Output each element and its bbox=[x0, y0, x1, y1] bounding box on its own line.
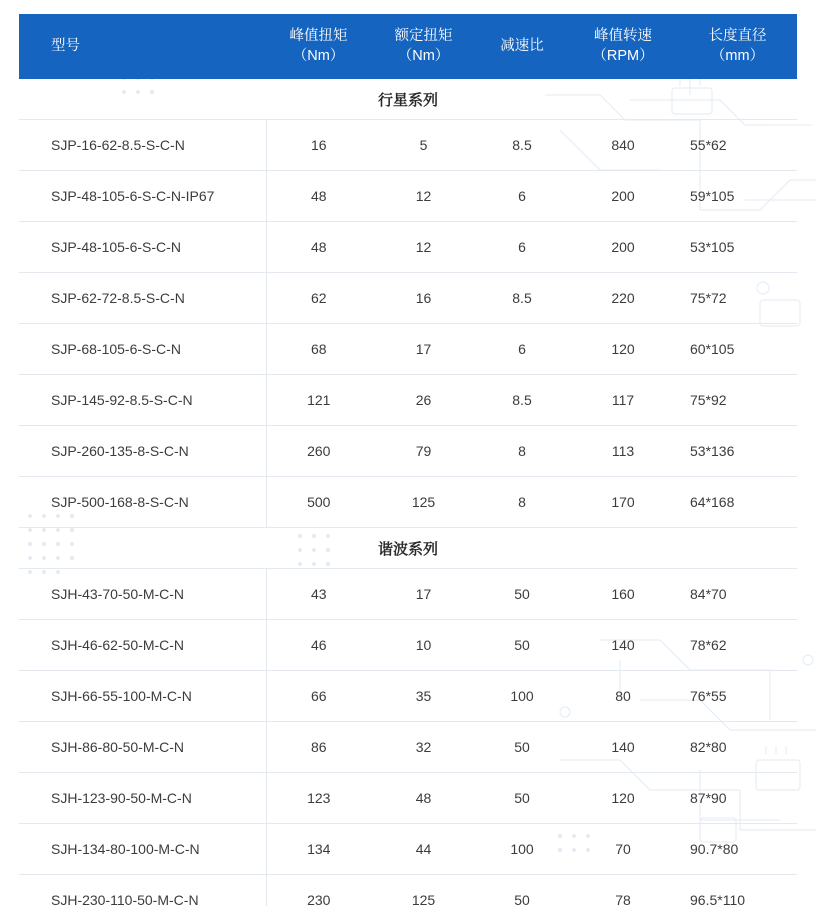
cell-peak-speed: 120 bbox=[568, 773, 678, 824]
cell-peak-torque: 62 bbox=[266, 273, 371, 324]
cell-reduction-ratio: 50 bbox=[476, 722, 568, 773]
cell-rated-torque: 12 bbox=[371, 171, 476, 222]
cell-peak-speed: 117 bbox=[568, 375, 678, 426]
cell-rated-torque: 17 bbox=[371, 569, 476, 620]
cell-model: SJP-68-105-6-S-C-N bbox=[19, 324, 266, 375]
cell-peak-speed: 160 bbox=[568, 569, 678, 620]
cell-rated-torque: 10 bbox=[371, 620, 476, 671]
cell-reduction-ratio: 50 bbox=[476, 620, 568, 671]
table-row bbox=[19, 171, 797, 222]
column-header-peak-speed bbox=[568, 14, 678, 79]
cell-length-diameter: 84*70 bbox=[678, 569, 797, 620]
cell-peak-torque: 123 bbox=[266, 773, 371, 824]
cell-peak-speed: 200 bbox=[568, 222, 678, 273]
cell-peak-speed: 140 bbox=[568, 620, 678, 671]
cell-reduction-ratio: 8 bbox=[476, 426, 568, 477]
cell-peak-torque: 43 bbox=[266, 569, 371, 620]
cell-rated-torque: 16 bbox=[371, 273, 476, 324]
cell-model: SJP-500-168-8-S-C-N bbox=[19, 477, 266, 528]
table-row bbox=[19, 671, 797, 722]
cell-reduction-ratio: 50 bbox=[476, 569, 568, 620]
cell-peak-torque: 68 bbox=[266, 324, 371, 375]
product-spec-table bbox=[19, 14, 797, 906]
cell-rated-torque: 125 bbox=[371, 477, 476, 528]
cell-peak-torque: 16 bbox=[266, 120, 371, 171]
column-header-model bbox=[19, 14, 266, 79]
cell-peak-speed: 70 bbox=[568, 824, 678, 875]
cell-peak-speed: 120 bbox=[568, 324, 678, 375]
cell-reduction-ratio: 50 bbox=[476, 773, 568, 824]
cell-rated-torque: 12 bbox=[371, 222, 476, 273]
column-header-rated-torque-line-2: （Nm） bbox=[397, 47, 450, 64]
cell-rated-torque: 125 bbox=[371, 875, 476, 906]
cell-peak-torque: 260 bbox=[266, 426, 371, 477]
cell-model: SJH-86-80-50-M-C-N bbox=[19, 722, 266, 773]
cell-length-diameter: 87*90 bbox=[678, 773, 797, 824]
cell-peak-torque: 48 bbox=[266, 222, 371, 273]
table-row bbox=[19, 375, 797, 426]
cell-peak-torque: 48 bbox=[266, 171, 371, 222]
cell-peak-torque: 500 bbox=[266, 477, 371, 528]
table-row bbox=[19, 426, 797, 477]
column-header-model-line-1: 型号 bbox=[51, 37, 80, 54]
table-row bbox=[19, 722, 797, 773]
cell-reduction-ratio: 6 bbox=[476, 171, 568, 222]
table-row bbox=[19, 620, 797, 671]
table-row bbox=[19, 569, 797, 620]
table-header bbox=[19, 14, 797, 79]
cell-reduction-ratio: 6 bbox=[476, 222, 568, 273]
table-row bbox=[19, 875, 797, 906]
cell-length-diameter: 60*105 bbox=[678, 324, 797, 375]
cell-model: SJH-66-55-100-M-C-N bbox=[19, 671, 266, 722]
cell-rated-torque: 44 bbox=[371, 824, 476, 875]
cell-peak-speed: 140 bbox=[568, 722, 678, 773]
cell-length-diameter: 75*92 bbox=[678, 375, 797, 426]
cell-length-diameter: 96.5*110 bbox=[678, 875, 797, 906]
cell-rated-torque: 26 bbox=[371, 375, 476, 426]
column-header-rated-torque-line-1: 额定扭矩 bbox=[394, 28, 453, 44]
cell-length-diameter: 90.7*80 bbox=[678, 824, 797, 875]
cell-rated-torque: 79 bbox=[371, 426, 476, 477]
header-row bbox=[19, 14, 797, 79]
column-header-peak-speed-line-1: 峰值转速 bbox=[594, 28, 652, 44]
cell-model: SJH-123-90-50-M-C-N bbox=[19, 773, 266, 824]
cell-peak-torque: 86 bbox=[266, 722, 371, 773]
cell-rated-torque: 5 bbox=[371, 120, 476, 171]
cell-length-diameter: 75*72 bbox=[678, 273, 797, 324]
cell-peak-speed: 170 bbox=[568, 477, 678, 528]
cell-rated-torque: 17 bbox=[371, 324, 476, 375]
column-header-length-diameter-line-2: （mm） bbox=[710, 47, 765, 64]
column-header-reduction-ratio bbox=[476, 14, 568, 79]
cell-model: SJH-43-70-50-M-C-N bbox=[19, 569, 266, 620]
cell-peak-torque: 66 bbox=[266, 671, 371, 722]
column-header-peak-speed-line-2: （RPM） bbox=[592, 47, 654, 64]
column-header-length-diameter bbox=[678, 14, 797, 79]
cell-reduction-ratio: 50 bbox=[476, 875, 568, 906]
cell-length-diameter: 64*168 bbox=[678, 477, 797, 528]
cell-peak-speed: 200 bbox=[568, 171, 678, 222]
cell-rated-torque: 48 bbox=[371, 773, 476, 824]
column-header-peak-torque bbox=[266, 14, 371, 79]
cell-reduction-ratio: 8.5 bbox=[476, 273, 568, 324]
table-row bbox=[19, 773, 797, 824]
cell-length-diameter: 55*62 bbox=[678, 120, 797, 171]
section-title: 谐波系列 bbox=[19, 528, 797, 569]
cell-reduction-ratio: 8.5 bbox=[476, 120, 568, 171]
cell-model: SJH-230-110-50-M-C-N bbox=[19, 875, 266, 906]
cell-peak-torque: 121 bbox=[266, 375, 371, 426]
cell-length-diameter: 53*136 bbox=[678, 426, 797, 477]
section-title: 行星系列 bbox=[19, 79, 797, 120]
cell-model: SJH-134-80-100-M-C-N bbox=[19, 824, 266, 875]
table-row bbox=[19, 324, 797, 375]
cell-model: SJP-16-62-8.5-S-C-N bbox=[19, 120, 266, 171]
cell-length-diameter: 53*105 bbox=[678, 222, 797, 273]
column-header-peak-torque-line-2: （Nm） bbox=[292, 47, 345, 64]
cell-model: SJP-48-105-6-S-C-N-IP67 bbox=[19, 171, 266, 222]
cell-reduction-ratio: 6 bbox=[476, 324, 568, 375]
section-header-row bbox=[19, 528, 797, 569]
cell-model: SJP-260-135-8-S-C-N bbox=[19, 426, 266, 477]
cell-peak-torque: 230 bbox=[266, 875, 371, 906]
cell-peak-speed: 220 bbox=[568, 273, 678, 324]
cell-reduction-ratio: 100 bbox=[476, 824, 568, 875]
table-row bbox=[19, 824, 797, 875]
cell-length-diameter: 76*55 bbox=[678, 671, 797, 722]
cell-model: SJH-46-62-50-M-C-N bbox=[19, 620, 266, 671]
cell-reduction-ratio: 8.5 bbox=[476, 375, 568, 426]
section-header-row bbox=[19, 79, 797, 120]
table-body bbox=[19, 79, 797, 906]
column-header-rated-torque bbox=[371, 14, 476, 79]
cell-peak-speed: 840 bbox=[568, 120, 678, 171]
cell-peak-torque: 46 bbox=[266, 620, 371, 671]
cell-rated-torque: 32 bbox=[371, 722, 476, 773]
cell-length-diameter: 78*62 bbox=[678, 620, 797, 671]
column-header-peak-torque-line-1: 峰值扭矩 bbox=[289, 28, 348, 44]
table-row bbox=[19, 273, 797, 324]
cell-peak-speed: 113 bbox=[568, 426, 678, 477]
cell-reduction-ratio: 100 bbox=[476, 671, 568, 722]
cell-length-diameter: 82*80 bbox=[678, 722, 797, 773]
cell-model: SJP-62-72-8.5-S-C-N bbox=[19, 273, 266, 324]
cell-peak-speed: 78 bbox=[568, 875, 678, 906]
table-row bbox=[19, 120, 797, 171]
table-row bbox=[19, 477, 797, 528]
cell-length-diameter: 59*105 bbox=[678, 171, 797, 222]
table-row bbox=[19, 222, 797, 273]
column-header-length-diameter-line-1: 长度直径 bbox=[708, 28, 767, 44]
cell-model: SJP-145-92-8.5-S-C-N bbox=[19, 375, 266, 426]
cell-model: SJP-48-105-6-S-C-N bbox=[19, 222, 266, 273]
cell-peak-speed: 80 bbox=[568, 671, 678, 722]
cell-rated-torque: 35 bbox=[371, 671, 476, 722]
column-header-reduction-ratio-line-1: 减速比 bbox=[500, 37, 544, 54]
cell-reduction-ratio: 8 bbox=[476, 477, 568, 528]
cell-peak-torque: 134 bbox=[266, 824, 371, 875]
